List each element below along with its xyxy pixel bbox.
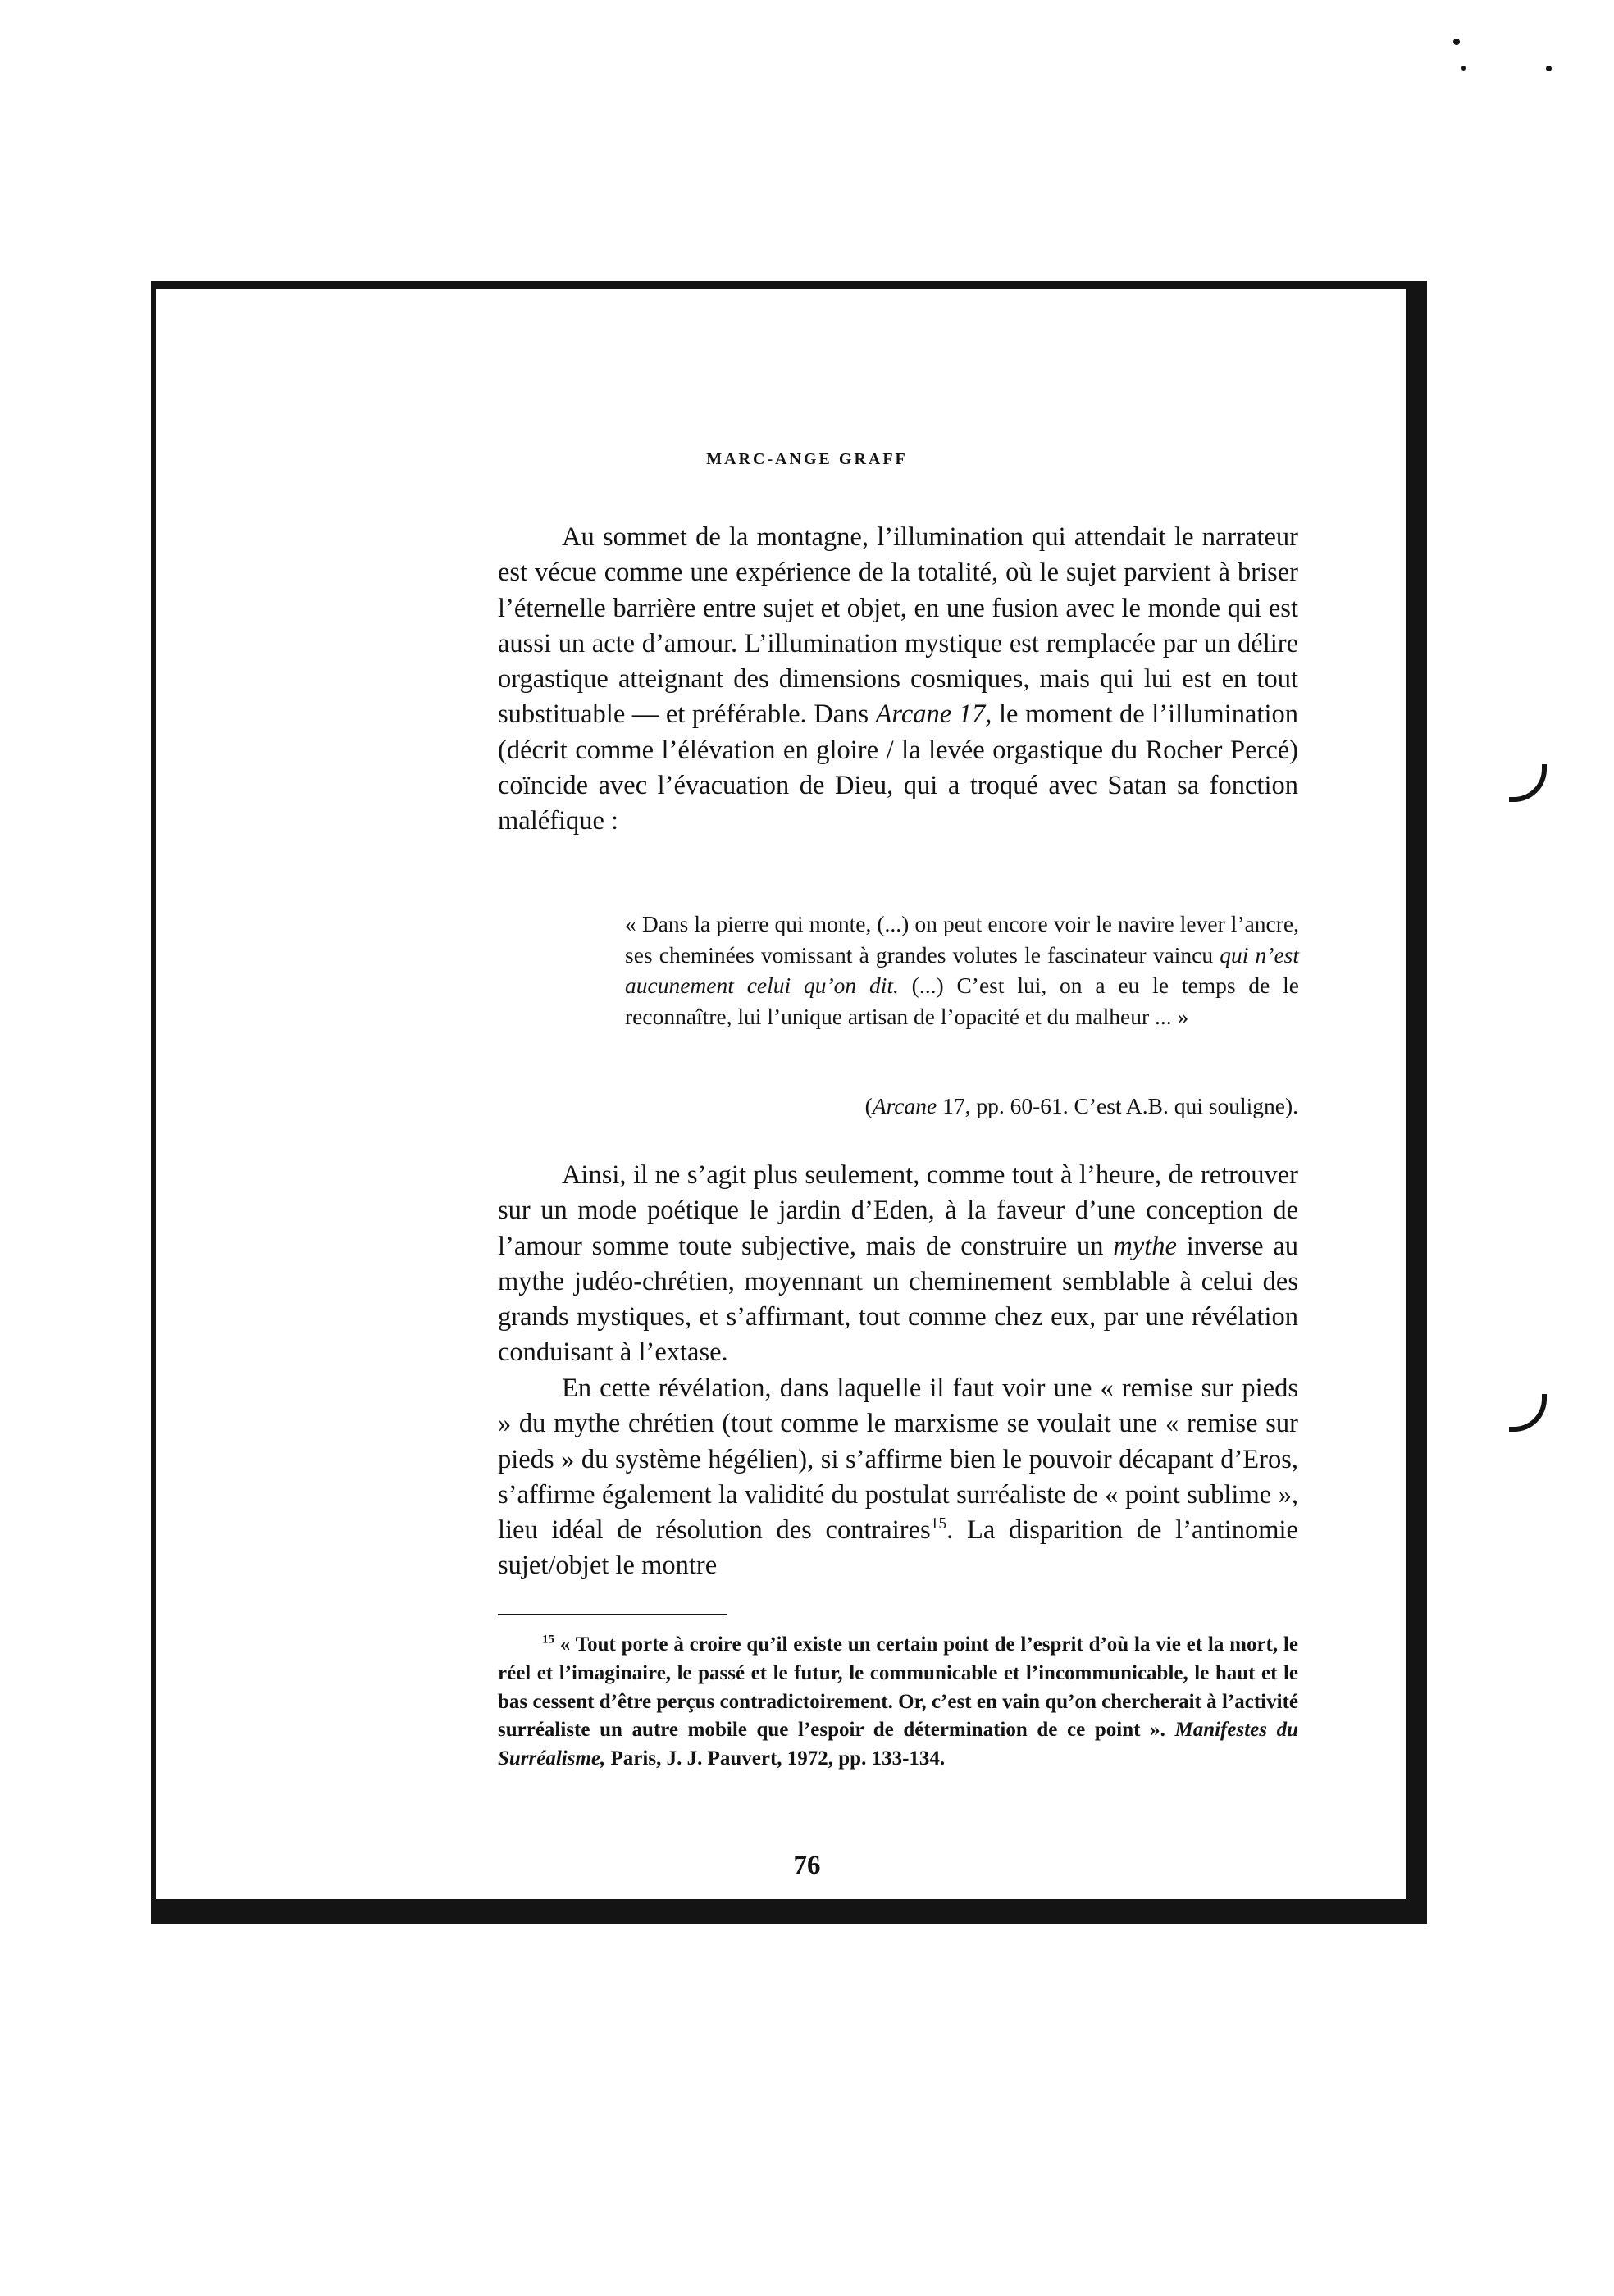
paragraph-1-text-b: le moment de l’illumination (décrit comme l’élévation en gloire / la levée orgastique du Rocher Percé) coïncide avec l’évacuation de Dieu, qui a troqué avec Satan sa fonction maléfique : [498,699,1298,836]
footnote-title: Manifestes du Surréalisme, [498,1719,1299,1770]
running-header [0,449,1614,470]
author-name: MARC-ANGE GRAFF [706,450,908,468]
quote-text-a: « Dans la pierre qui monte, (...) on peut encore voir le navire lever l’ancre, ses cheminées vomissant à grandes volutes le fascinateur vaincu [625,911,1299,968]
paragraph-2-text-a: Ainsi, il ne s’agit plus seulement, comme tout à l’heure, de retrouver sur un mode poétique le jardin d’Eden, à la faveur d’une conception de l’amour somme toute subjective, mais de construire un [498,1160,1298,1261]
binding-mark [1509,1394,1547,1432]
paragraph-3 [498,1371,1298,1584]
footnote-ref: 15 [930,1515,947,1533]
quote-source [767,1091,1298,1122]
quote-text-b: (...) C’est lui, on a eu le temps de le reconnaître, lui l’unique artisan de l’opacité et du malheur ... » [625,973,1299,1030]
scan-speck [1461,66,1466,71]
footnote-citation: Paris, J. J. Pauvert, 1972, pp. 133-134. [605,1747,946,1770]
quote-source-title: Arcane [872,1093,937,1118]
title-arcane-17: Arcane 17, [875,699,992,730]
scan-speck [1546,66,1552,71]
quote-source-open: ( [864,1093,873,1118]
footnote-number: 15 [542,1633,554,1647]
page-number: 76 [793,1851,821,1880]
footnote-text: « Tout porte à croire qu’il existe un certain point de l’esprit d’où la vie et la mort, le réel et l’imaginaire, le passé et le futur, le communicable et l’incommunicable, le haut et le bas cessent d’être perçus contradictoirement. Or, c’est en vain qu’on chercherait à l’activité surréaliste un autre mobile que l’espoir de détermination de ce point ». [498,1633,1298,1742]
footnote-rule [498,1614,727,1615]
binding-mark [1509,764,1547,802]
paragraph-1-text-a: Au sommet de la montagne, l’illumination qui attendait le narrateur est vécue comme une expérience de la totalité, où le sujet parvient à briser l’éternelle barrière entre sujet et objet, en une fusion avec le monde qui est aussi un acte d’amour. L’illumination mystique est remplacée par un délire orgastique atteignant des dimensions cosmiques, mais qui lui est en tout substituable — et préférable. Dans [498,522,1298,730]
paragraph-1 [498,520,1298,840]
paragraph-2-text-b: inverse au mythe judéo-chrétien, moyennant un cheminement semblable à celui des grands mystiques, et s’affirmant, tout comme chez eux, par une révélation conduisant à l’extase. [498,1231,1298,1368]
mythe-italic: mythe [1113,1231,1177,1261]
scan-speck [1453,39,1460,45]
paragraph-3-text: En cette révélation, dans laquelle il faut voir une « remise sur pieds » du mythe chrétien (tout comme le marxisme se voulait une « remise sur pieds » du système hégélien), si s’affirme bien le pouvoir décapant d’Eros, s’affirme également la validité du postulat surréaliste de « point sublime », lieu idéal de résolution des contraires [498,1374,1298,1546]
block-quote [625,909,1299,1032]
quote-source-rest: 17, pp. 60-61. C’est A.B. qui souligne). [937,1093,1298,1118]
paragraph-2 [498,1158,1298,1371]
footnote [498,1631,1298,1774]
quote-italic: qui n’est aucunement celui qu’on dit. [625,941,1299,999]
paragraph-3-text-after: . La disparition de l’antinomie sujet/objet le montre [498,1515,1298,1581]
